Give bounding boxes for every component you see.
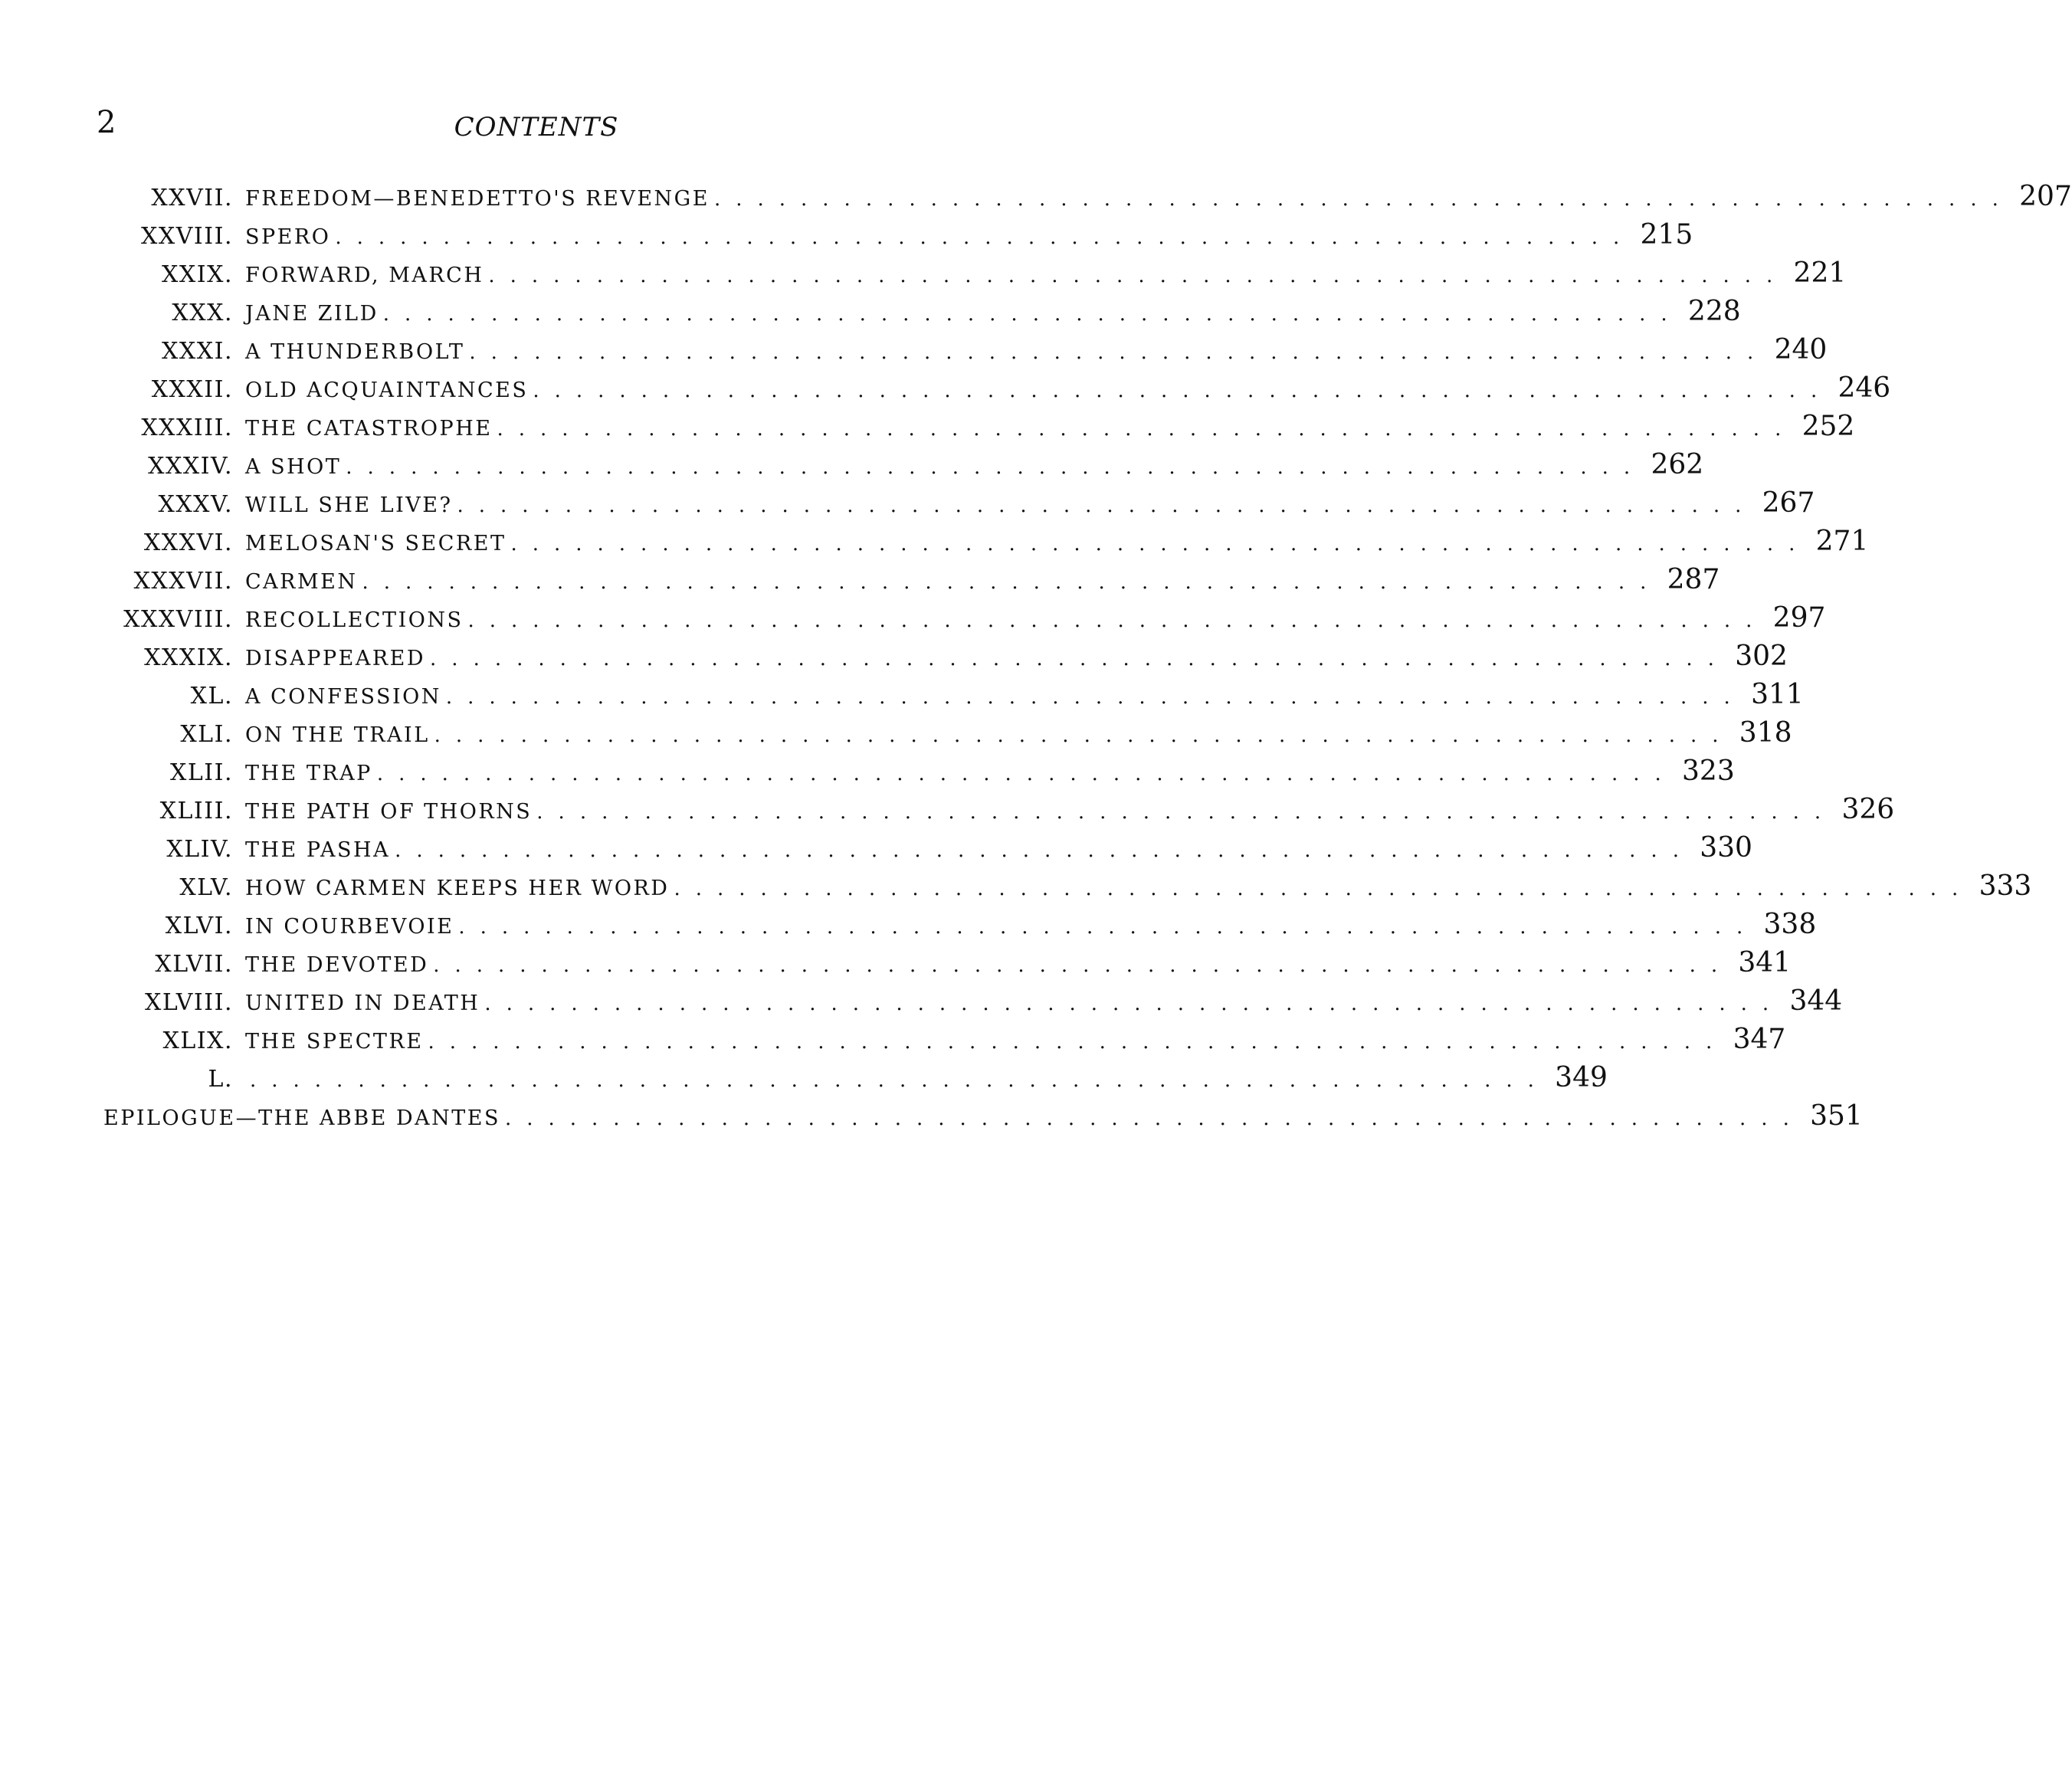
chapter-title: SPERO — [245, 225, 331, 249]
chapter-title: MELOSAN'S SECRET — [245, 532, 507, 556]
page-ref: 349 — [1555, 1062, 1608, 1093]
dot-leader: ............................................................ — [467, 609, 1768, 632]
dot-leader: ............................................................ — [457, 494, 1757, 517]
page-ref: 330 — [1700, 832, 1752, 864]
chapter-number: XXXIX. — [144, 644, 233, 671]
dot-leader: ............................................................ — [469, 341, 1769, 364]
dot-leader: ............................................................ — [510, 533, 1811, 556]
chapter-title: THE TRAP — [245, 762, 372, 785]
dot-leader: ............................................................ — [445, 686, 1746, 709]
page-number: 2 — [97, 105, 116, 140]
chapter-number: XLII. — [169, 759, 233, 786]
chapter-number: XXXV. — [158, 491, 233, 518]
dot-leader: ............................................................ — [250, 1069, 1549, 1092]
page-ref: 311 — [1751, 679, 1804, 710]
chapter-title: THE DEVOTED — [245, 953, 429, 977]
chapter-number: XL. — [190, 683, 233, 710]
page-ref: 333 — [1979, 870, 2032, 902]
dot-leader: ............................................................ — [497, 418, 1797, 441]
dot-leader: ............................................................ — [504, 1107, 1805, 1130]
page-ref: 338 — [1763, 909, 1817, 940]
chapter-title: HOW CARMEN KEEPS HER WORD — [245, 877, 670, 900]
toc-entry — [92, 829, 1752, 867]
dot-leader: ............................................................ — [458, 916, 1759, 939]
page-ref: 347 — [1733, 1024, 1786, 1055]
page-ref: 252 — [1802, 411, 1855, 442]
toc-entry — [92, 523, 1869, 561]
toc-entry — [92, 906, 1817, 944]
chapter-title: JANE ZILD — [245, 302, 379, 326]
chapter-title: IN COURBEVOIE — [245, 915, 454, 939]
chapter-number: XXVII. — [151, 185, 233, 211]
page-ref: 297 — [1772, 602, 1826, 634]
toc-entry — [92, 293, 1741, 331]
chapter-title: ON THE TRAIL — [245, 723, 430, 747]
dot-leader: ............................................................ — [484, 992, 1785, 1015]
chapter-number: XXXIV. — [148, 453, 233, 480]
page-ref: 246 — [1838, 372, 1891, 404]
dot-leader: ............................................................ — [428, 1031, 1728, 1054]
chapter-number: XXXVI. — [143, 529, 233, 556]
chapter-number: XLVII. — [155, 951, 233, 978]
toc-entry — [92, 982, 1843, 1021]
chapter-number: L. — [208, 1066, 233, 1093]
page-ref: 302 — [1735, 641, 1788, 672]
toc-entry — [92, 254, 1847, 293]
dot-leader: ............................................................ — [713, 188, 2014, 211]
toc-entry — [92, 867, 2032, 906]
toc-entry — [92, 484, 1815, 523]
chapter-number: XLI. — [180, 721, 233, 748]
chapter-title: THE SPECTRE — [245, 1030, 424, 1054]
chapter-number: XLV. — [179, 874, 233, 901]
toc-entry — [92, 752, 1735, 791]
dot-leader: ............................................................ — [433, 954, 1733, 977]
toc-entry — [92, 714, 1792, 752]
chapter-title: THE CATASTROPHE — [245, 417, 493, 441]
chapter-title: WILL SHE LIVE? — [245, 493, 453, 517]
page-ref: 326 — [1841, 794, 1895, 825]
chapter-number: XXXVII. — [133, 568, 233, 595]
page-ref: 318 — [1739, 717, 1792, 749]
page-ref: 215 — [1640, 219, 1693, 251]
dot-leader: ............................................................ — [382, 303, 1683, 326]
toc-entry — [92, 944, 1792, 982]
page-ref: 341 — [1738, 947, 1792, 978]
chapter-title: CARMEN — [245, 570, 358, 594]
toc-entry — [92, 676, 1804, 714]
toc-entry — [92, 408, 1855, 446]
chapter-title: RECOLLECTIONS — [245, 608, 464, 632]
chapter-number: XLIX. — [162, 1028, 233, 1054]
page-ref: 267 — [1762, 487, 1815, 519]
dot-leader: ............................................................ — [488, 264, 1788, 287]
toc-entry — [92, 1059, 1608, 1097]
page-ref: 287 — [1667, 564, 1720, 595]
chapter-title: DISAPPEARED — [245, 647, 426, 670]
epilogue-title: EPILOGUE—THE ABBE DANTES — [103, 1106, 500, 1130]
dot-leader: ............................................................ — [430, 647, 1729, 670]
chapter-number: XLIII. — [159, 798, 233, 824]
dot-leader: ............................................................ — [536, 801, 1837, 824]
page-ref: 323 — [1682, 755, 1735, 787]
toc-entry — [92, 599, 1826, 637]
toc-entry — [92, 637, 1788, 676]
page-ref: 221 — [1793, 257, 1847, 289]
page-ref: 207 — [2019, 181, 2072, 212]
toc-entry — [92, 446, 1704, 484]
dot-leader: ............................................................ — [335, 226, 1635, 249]
chapter-number: XXXII. — [151, 376, 233, 403]
chapter-title: A CONFESSION — [245, 685, 441, 709]
chapter-number: XXXVIII. — [123, 606, 233, 633]
page-ref: 228 — [1687, 296, 1741, 327]
chapter-title: THE PATH OF THORNS — [245, 800, 533, 824]
toc-entry — [92, 1021, 1786, 1059]
dot-leader: ............................................................ — [395, 839, 1694, 862]
page-ref: 240 — [1774, 334, 1828, 365]
toc-entry-epilogue — [92, 1097, 1863, 1136]
chapter-number: XLIV. — [166, 836, 233, 863]
table-of-contents — [92, 178, 2072, 1136]
toc-entry — [92, 561, 1720, 599]
chapter-number: XXIX. — [162, 261, 233, 288]
chapter-title: OLD ACQUAINTANCES — [245, 379, 529, 402]
chapter-title: FORWARD, MARCH — [245, 264, 484, 287]
chapter-number: XLVI. — [165, 913, 233, 939]
chapter-title: THE PASHA — [245, 838, 391, 862]
toc-entry — [92, 331, 1828, 369]
chapter-number: XXVIII. — [141, 223, 233, 250]
toc-entry — [92, 216, 1693, 254]
chapter-title: A SHOT — [245, 455, 342, 479]
toc-entry — [92, 178, 2072, 216]
running-head: CONTENTS — [454, 112, 619, 143]
chapter-number: XXX. — [172, 300, 233, 326]
toc-entry — [92, 791, 1895, 829]
chapter-number: XLVIII. — [145, 989, 233, 1016]
page-ref: 344 — [1789, 985, 1843, 1017]
page-ref: 351 — [1810, 1100, 1863, 1132]
dot-leader: ............................................................ — [362, 571, 1662, 594]
dot-leader: ............................................................ — [346, 456, 1646, 479]
toc-entry — [92, 369, 1891, 408]
chapter-number: XXXI. — [162, 338, 233, 365]
chapter-number: XXXIII. — [141, 415, 233, 441]
dot-leader: ............................................................ — [674, 877, 1974, 900]
page-ref: 271 — [1815, 526, 1869, 557]
chapter-title: FREEDOM—BENEDETTO'S REVENGE — [245, 187, 710, 211]
dot-leader: ............................................................ — [533, 379, 1833, 402]
page-ref: 262 — [1651, 449, 1704, 480]
chapter-title: A THUNDERBOLT — [245, 340, 465, 364]
dot-leader: ............................................................ — [434, 724, 1734, 747]
chapter-title: UNITED IN DEATH — [245, 991, 480, 1015]
dot-leader: ............................................................ — [376, 762, 1677, 785]
